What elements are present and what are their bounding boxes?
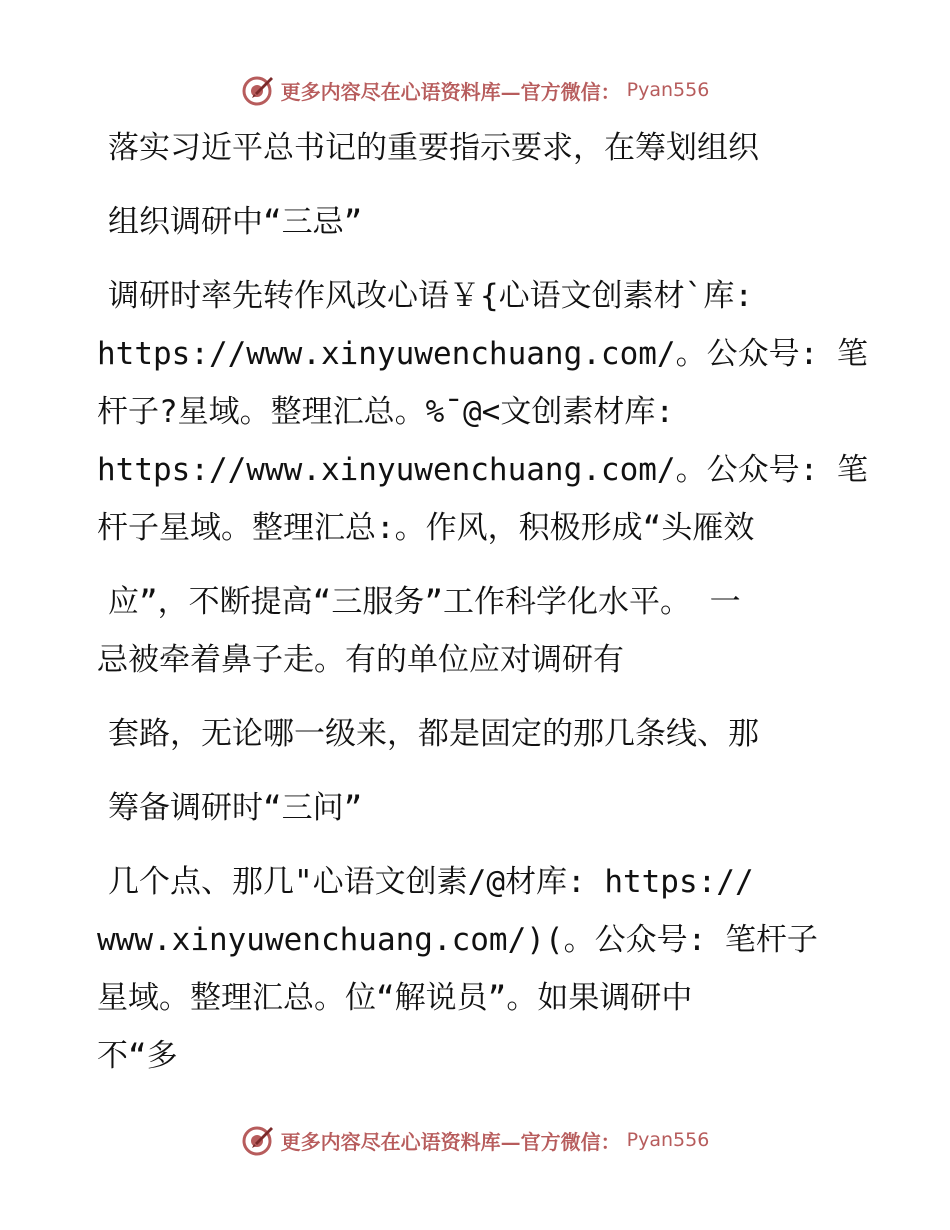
body-line: https://www.xinyuwenchuang.com/。公众号: 笔 bbox=[97, 336, 868, 372]
body-line: 组织调研中“三忌” bbox=[108, 204, 363, 240]
body-line: 调研时率先转作风改心语￥{心语文创素材`库: bbox=[108, 278, 753, 314]
body-line: 杆子星域。整理汇总:。作风，积极形成“头雁效 bbox=[97, 510, 755, 546]
body-line: 几个点、那几"心语文创素/@材库: https:// bbox=[108, 864, 754, 900]
body-line: 星域。整理汇总。位“解说员”。如果调研中 bbox=[97, 980, 693, 1016]
body-line: www.xinyuwenchuang.com/)(。公众号: 笔杆子 bbox=[97, 922, 818, 958]
header-banner-contact: Pyan556 bbox=[626, 79, 710, 101]
footer-banner-text: 更多内容尽在心语资料库—官方微信： bbox=[280, 1129, 621, 1154]
body-line: 筹备调研时“三问” bbox=[108, 790, 363, 826]
body-line: 套路，无论哪一级来，都是固定的那几条线、那 bbox=[108, 716, 759, 752]
body-line: 落实习近平总书记的重要指示要求，在筹划组织 bbox=[108, 130, 759, 166]
body-line: https://www.xinyuwenchuang.com/。公众号: 笔 bbox=[97, 452, 868, 488]
body-line: 忌被牵着鼻子走。有的单位应对调研有 bbox=[97, 642, 624, 678]
body-line: 不“多 bbox=[97, 1038, 178, 1074]
footer-banner-contact: Pyan556 bbox=[626, 1129, 710, 1151]
body-line: 杆子?星域。整理汇总。%¯@<文创素材库: bbox=[97, 394, 674, 430]
footer-banner-content bbox=[241, 1123, 710, 1157]
pen-logo-icon bbox=[241, 1123, 275, 1157]
footer-banner bbox=[0, 1120, 950, 1160]
header-banner-text: 更多内容尽在心语资料库—官方微信： bbox=[280, 79, 621, 104]
body-line: 应”，不断提高“三服务”工作科学化水平。 一 bbox=[108, 584, 741, 620]
